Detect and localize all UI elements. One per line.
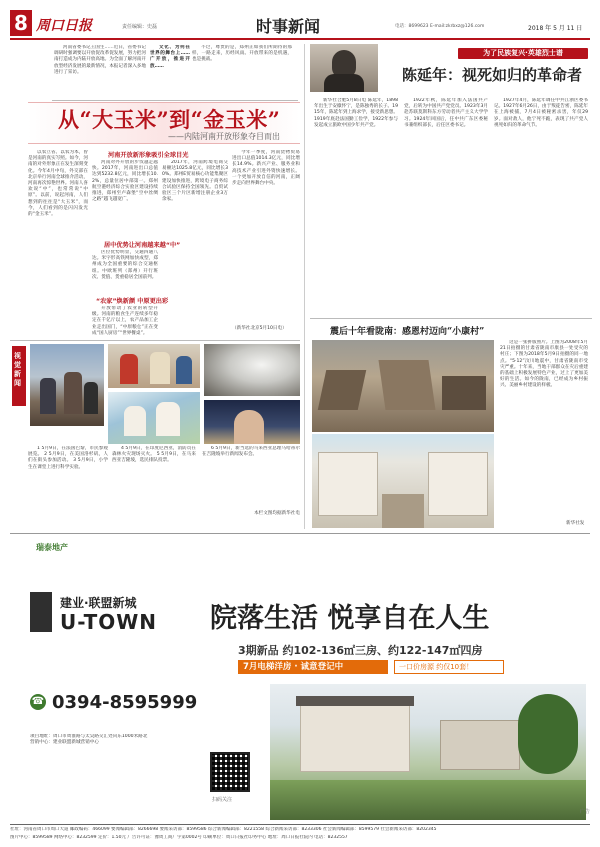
subhead-3: “农家”焕新颜 中原更出彩 [96, 298, 169, 305]
ad-address-line-2: 营销中心：建业联盟新城营销中心 [30, 740, 99, 746]
ad-brand-top: 瑞泰地产 [36, 543, 68, 552]
qr-code-icon[interactable] [210, 752, 250, 792]
ad-logo [30, 592, 190, 632]
feature-col2-text: 1922年秋，陈延年加入法国共产党，后转为中国共产党党员。1923年3月赴苏联莫斯科东方劳动者共产主义大学学习。1924年回国后，任中共广东区委秘书兼组织部长，后任区委书记。 [404, 98, 488, 128]
intro-text-2: 不过，尊贵的是，郑州正如我们所期待的那样，一路走来，历经风雨。开放带来的是机遇，也是挑战。 [192, 45, 292, 63]
main-col2-text [92, 160, 158, 234]
intro-bold-block [150, 45, 190, 105]
main-headline: 从“大玉米”到“金玉米” [58, 107, 281, 132]
photo-5 [204, 400, 300, 444]
quake-photo-before [312, 340, 494, 432]
feature-bottom-text: 这是一张拼版照片。上图为2008年5月21日拍摄的甘肃省陇南市康县一处受灾的村庄；下图为2018年5月9日拍摄的同一地点。“5·12”汶川地震中，甘肃省陇南市受灾严重。十年来，当地干部群众在灾后重建的基础上积极发展特色产业，过上了更加美好的生活。如今的陇南，已经成为乡村振兴、美丽乡村建设的样板。 [500, 340, 588, 389]
photo-caption-mid-text: 4 5月9日，在印度尼西亚，消防员在森林火灾现场灭火。 5 5月9日，在马来西亚吉隆坡，选民排队投票。 [112, 446, 196, 464]
photo-credit: 本栏文图均据新华社电 [254, 511, 300, 516]
ad-units: 3期新品 约102-136㎡三房、约122-147㎡四房 [238, 644, 483, 657]
main-subheadline: ——内陆河南开放形象夺目而出 [168, 132, 280, 141]
main-col2b-text [92, 250, 158, 290]
footer-line-1: 社址：河南省周口市周口大道 邮政编码：466099 要闻编辑部：8266698 要闻采访部：8599586 综合新闻编辑部：8221558 综合新闻采访部：8233306 社会新闻编辑部：8599579 社会新闻采访部：8202345 [10, 827, 437, 832]
ad-logo-main: U-TOWN [60, 610, 158, 634]
qr-label: 扫码关注 [212, 797, 233, 803]
photo-caption-left [28, 446, 108, 518]
phone-icon: ☎ [30, 694, 46, 710]
main-col2b-para: 区位优势明显，交通四通八达。米字形高铁网加快成型，郑州成为全国重要的综合交通枢纽。中欧班列（郑州）开行班次、货值、货重稳居全国前列。 [92, 250, 158, 280]
issue-date: 2018 年 5 月 11 日 [528, 25, 583, 32]
editor-line: 责任编辑：史磊 [122, 24, 158, 30]
ad-logo-sub: 建业·联盟新城 [60, 596, 137, 610]
feature-col1 [314, 98, 398, 310]
intro-divider [52, 100, 298, 101]
feature-col1-text: 新华社合肥5月8日电 陈延年，1898年出生于安徽怀宁，是陈独秀的长子。1915年，陈延年到上海求学，接受新思想。1919年底赴法国勤工俭学，1922年参与发起成立旅欧中国少年共产党。 [314, 98, 398, 128]
feature-portrait [310, 44, 378, 92]
section-title: 时事新闻 [256, 17, 321, 36]
main-col2c-text [92, 306, 158, 336]
photo-1 [30, 344, 104, 426]
ad-mark: 广告 [580, 809, 591, 815]
photo-feature-rule [10, 340, 300, 341]
photo-caption-right [202, 446, 300, 506]
masthead [10, 10, 590, 38]
main-left-column [28, 150, 88, 336]
feature-bottom-rule [310, 318, 592, 319]
paper-name: 周口日报 [36, 18, 92, 34]
feature-headline: 陈延年：视死如归的革命者 [402, 66, 583, 84]
column-divider [304, 44, 305, 529]
main-col4-text [232, 150, 300, 320]
intro-column-2 [192, 45, 292, 105]
quake-photo-after [312, 434, 494, 528]
page-number: 8 [14, 11, 28, 35]
intro-bold-text: 文化、为何在世界的舞台上……广开放，推进开放…… [150, 45, 190, 69]
masthead-rule [10, 38, 590, 40]
main-left-text: 以农立省、以农为本，曾是河南的真实写照。如今，河南的对外形象正在发生深刻变化。今年4月中旬，外交部在北京举行河南全球推介活动，河南再次惊艳世界。河南人喜欢说“中”，也常常说“中原”。以前，说起河南，人们想到的往往是“大玉米”，而今，人们看到的是闪闪发光的“金玉米”。 [28, 150, 88, 218]
photo-caption-left-text: 1 5月9日，在法国巴黎，市民参观展览。 2 5月9日，在美国洛杉矶，人们在街头参加活动。 3 5月9日，小学生在课堂上进行科学实验。 [28, 446, 108, 470]
feature-tag: 为了民族复兴·英雄烈士谱 [458, 48, 588, 59]
photo-2 [108, 344, 200, 388]
subhead-2: 居中优势让河南越来越“中” [104, 242, 181, 249]
footer-line-2: 图片中心：8599589 网络中心：8232599 定价：1.50元 广告许可证：豫周工商广字第0002号 印刷单位：周口日报社印务中心 地址：周口日报社院内 电话：8232557 [10, 835, 348, 840]
feature-bottom-headline: 震后十年看陇南：感恩村迈向“小康村” [330, 327, 485, 337]
feature-bottom-body [500, 340, 588, 518]
contact-line: 电话：8699623 E-mail:zkrbxz@126.com [395, 24, 485, 29]
page-number-box [10, 10, 32, 36]
ad-logo-mark [30, 592, 52, 632]
ad-promo: 7月电梯洋房 · 诚意登记中 [238, 660, 388, 674]
photo-3 [204, 344, 300, 396]
ad-block [10, 533, 590, 823]
intro-column [54, 45, 146, 105]
ad-slogan: 院落生活 悦享自在人生 [210, 603, 490, 634]
photo-tag [12, 346, 26, 406]
main-col3-text [162, 160, 228, 336]
main-col4-para: 今年一季度，河南货物贸易进出口总值1014.3亿元，同比增长14.9%。新兴产业、服务业和高技术产业引进外资快速增长。一个更加开放自信的河南，正阔步走向世界舞台中央。 [232, 150, 300, 187]
photo-4 [108, 392, 200, 444]
photo-caption-right-text: 6 5月9日，新当选的马来西亚总理马哈蒂尔在吉隆坡举行新闻发布会。 [202, 446, 300, 458]
feature-col3-text: 1927年4月，陈延年调任中共江浙区委书记。1927年6月26日，由于叛徒告密，陈延年在上海被捕，7月4日被秘密杀害，年仅29岁。面对敌人，他宁死不跪，表现了共产党人视死如归的革命气节。 [494, 98, 588, 128]
intro-text: 河南省委书记王国生……近日，省委书记调研时强调要以开放促改革促发展，努力把河南打造成为内陆开放高地。为全面了解河南开放型经济发展的最新情况，本报记者深入多地进行了采访。 [54, 45, 146, 75]
feature-bottom-credit: 新华社发 [566, 521, 585, 526]
main-source: （新华社北京5月10日电） [232, 326, 287, 331]
feature-col2 [404, 98, 488, 310]
ad-address-line: 项目地址：周口市周淮路与太昊路交汇处向东1000米路北 [30, 734, 148, 739]
photo-tag-label: 视觉新闻 [14, 352, 21, 387]
ad-address [30, 734, 200, 754]
photo-caption-mid [112, 446, 196, 518]
main-col2c-para: 开放带动了农业的转型升级。河南的粮食生产连续多年稳定在千亿斤以上，农产品加工企业走出国门，“中原粮仓”正在变成“国人厨房”“世界餐桌”。 [92, 306, 158, 336]
feature-header-band [310, 44, 592, 92]
subhead-1: 河南开放新形象吸引全球目光 [108, 152, 189, 159]
ad-phone-row [30, 692, 200, 714]
main-col3-para: 2017年，河南跨境电商交易额达1025.8亿元，同比增长30%。郑州E贸易核心功能集聚区建设加快推进，跨境电子商务综合试验区保持全国领先。自贸试验区三个片区新增注册企业3万余家。 [162, 160, 228, 203]
main-col2-para: 河南对外开放的步伐越走越快。2017年，河南进出口总值达到5232.8亿元，同比增长10.2%，总量位居中部第一。郑州航空港经济综合实验区建设持续推进，郑州至卢森堡“空中丝绸之路”越飞越宽广。 [92, 160, 158, 203]
ad-promo-2: 一口价房源 约仅10套！ [394, 660, 504, 674]
feature-col3 [494, 98, 588, 310]
ad-phone[interactable]: 0394-8595999 [52, 692, 198, 713]
footer-rule [10, 824, 590, 825]
ad-rendering [270, 684, 586, 820]
